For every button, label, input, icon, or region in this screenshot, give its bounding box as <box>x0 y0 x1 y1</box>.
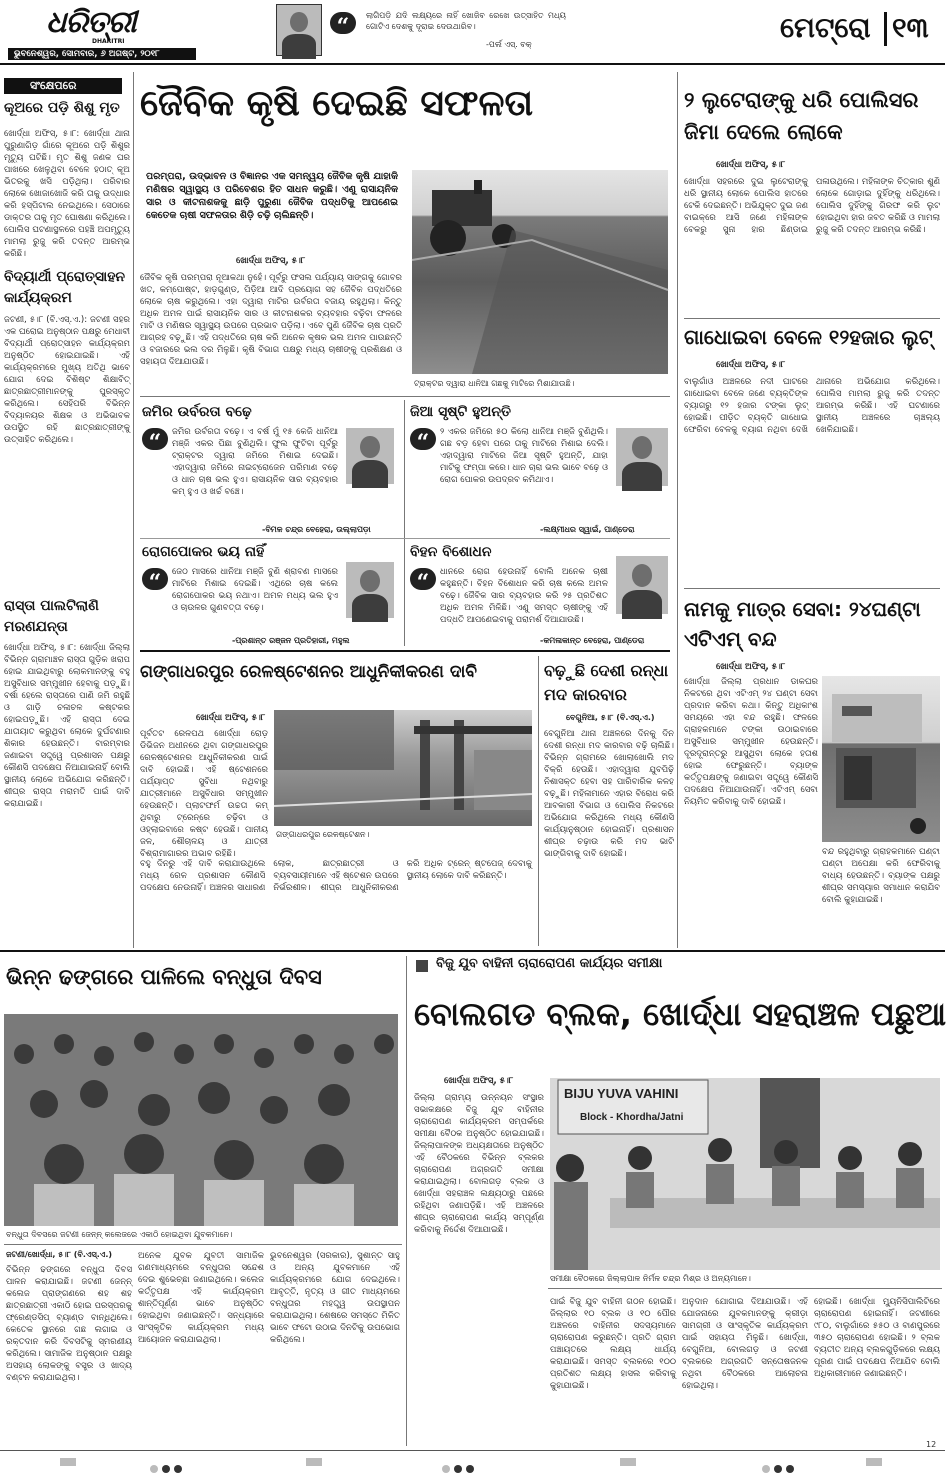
byv-kicker-square <box>416 960 428 972</box>
right-2-body: ବାଲୁଗାଁଓ ଅଞ୍ଚଳରେ ନଦୀ ଘାଟରେ ଗାଧୋଇବା ବେଳେ ଜଣେ ବ୍ୟକ୍ତିଙ୍କ ବ୍ୟାଗରୁ ୧୨ ହଜାର ଟଙ୍କା ଲୁଟ୍ ହୋଇଛି। ପୀଡ଼ିତ ବ୍ୟକ୍ତି ଗାଧୋଇ ଫେରିବା ବେଳକୁ ବ୍ୟାଗ ନଥିବା ଦେଖି ଥାନାରେ ଅଭିଯୋଗ କରିଥିଲେ। ପୋଲିସ ମାମଲା ରୁଜୁ କରି ତଦନ୍ତ ଆରମ୍ଭ କରିଛି। ଏହି ଘଟଣାରେ ସ୍ଥାନୀୟ ଅଞ୍ଚଳରେ ଚାଞ୍ଚଲ୍ୟ ଖେଳିଯାଇଛି। <box>684 377 940 435</box>
dateline: ଭୁବନେଶ୍ୱର, ସୋମବାର, ୬ ଅଗଷ୍ଟ, ୨୦୧୮ <box>14 49 160 59</box>
left-col-divider <box>133 72 134 948</box>
right-2-headline: ଗାଧୋଇବା ବେଳେ ୧୨ହଜାର ଲୁଟ୍ <box>684 325 933 349</box>
friendship-photo <box>4 1014 398 1226</box>
friendship-body: ବିଭିନ୍ନ ଢଙ୍ଗରେ ବନ୍ଧୁତା ଦିବସ ପାଳନ କରାଯାଇଛି। ଜଟଣୀ ଜେନ୍ନ୍ କଲେଜ ପ୍ରାଙ୍ଗଣରେ ଶହ ଶହ ଛାତ୍ରଛାତ୍ରୀ ଏକାଠି ହୋଇ ପରସ୍ପରକୁ ଫ୍ରେଣ୍ଡସିପ୍ ବ୍ୟାଣ୍ଡ ବାନ୍ଧିଥିଲେ। କେତେକ ସ୍ଥାନରେ ଗଛ ଲଗାଇ ଓ ରକ୍ତଦାନ କରି ଦିବସଟିକୁ ସ୍ମରଣୀୟ କରିଥିଲେ। ସାମାଜିକ ଅନୁଷ୍ଠାନ ପକ୍ଷରୁ ଅସହାୟ ଲୋକଙ୍କୁ ବସ୍ତ୍ର ଓ ଖାଦ୍ୟ ବଣ୍ଟନ କରାଯାଇଥିଲା। <box>6 1265 132 1383</box>
rail-liquor-divider <box>538 656 539 946</box>
byv-body-3: ଅନୁଦାନ ଯୋଗାଇ ଦିଆଯାଉଛି। ଏହି ଯୋଜନାରେ ଯୁବକମାନଙ୍କୁ କ୍ରୀଡ଼ା ସାମଗ୍ରୀ ଓ ସାଂସ୍କୃତିକ କାର୍ଯ୍ୟକ୍ରମ ପାଇଁ ସହାୟତା ମିଳୁଛି। ଖୋର୍ଦ୍ଧା, ବେଗୁନିଆ, ବୋଲଗଡ଼ ଓ ଜଟଣୀ ବ୍ଲକରେ ଅଗ୍ରଗତି ସନ୍ତୋଷଜନକ ନଥିବା ବୈଠକରେ ଆଲୋଚନା ହୋଇଥିଲା। <box>682 1297 808 1391</box>
sub3-photo <box>346 562 394 618</box>
sub3-quote-icon: “ <box>142 568 168 590</box>
sub4-body: ଧାନରେ ରୋଗ ହେଉନାହିଁ ବୋଲି ଅନେକ ଚାଷୀ କହୁଛନ୍ତି। ବିହନ ବିଶୋଧନ କରି ଚାଷ କଲେ ଅମଳ ବଢ଼େ। ଜୈବିକ ସାର ବ୍ୟବହାର କରି ୨୫ ପ୍ରତିଶତ ଅଧିକ ଅମଳ ମିଳିଛି। ଏଣୁ ସମସ୍ତ ଚାଷୀଙ୍କୁ ଏହି ପଦ୍ଧତି ଆପଣେଇବାକୁ ପରାମର୍ଶ ଦିଆଯାଉଛି। <box>440 567 608 625</box>
footer-registration-marks <box>0 1456 945 1470</box>
atm-building-illustration <box>822 676 940 842</box>
section-name: ମେଟ୍ରୋ <box>780 11 871 44</box>
rail-byline: ଖୋର୍ଦ୍ଧା ଅଫିସ୍, ୫।୮ <box>196 713 266 723</box>
rail-caption: ଗଙ୍ଗାଧରପୁର ରେଳଷ୍ଟେଶନ। <box>276 830 370 839</box>
sub1-photo <box>346 428 394 484</box>
rail-station-illustration <box>274 710 532 826</box>
lead-body: ଜୈବିକ କୃଷି ପରମ୍ପରା ନୂଆକଥା ନୁହେଁ। ପୂର୍ବରୁ ଫସଲ ପର୍ଯ୍ୟାୟ ସାଙ୍ଗକୁ ଗୋବର ଖତ, କମ୍ପୋଷ୍ଟ, ହାଡ଼ଗୁଣ୍ଡ, ପିଡ଼ିଆ ଆଦି ପ୍ରୟୋଗ ସହ ଜୈବିକ ପଦ୍ଧତିରେ ଲୋକେ ଚାଷ କରୁଥିଲେ। ଏହା ଦ୍ୱାରା ମାଟିର ଉର୍ବରତା ବଜାୟ ରହୁଥିଲା। କିନ୍ତୁ ଅଧିକ ଅମଳ ପାଇଁ ରାସାୟନିକ ସାର ଓ କୀଟନାଶକର ବ୍ୟବହାର ବଢ଼ିବା ଫଳରେ ମାଟି ଓ ମଣିଷର ସ୍ୱାସ୍ଥ୍ୟ ଉପରେ ପ୍ରଭାବ ପଡ଼ିଲା। ଏବେ ପୁଣି ଜୈବିକ ଚାଷ ପ୍ରତି ଆଗ୍ରହ ବଢ଼ୁଛି। ଏହି ପଦ୍ଧତିରେ ଚାଷ କରି ଅନେକ କୃଷକ ଭଲ ଅମଳ ପାଉଛନ୍ତି ଓ ବଜାରରେ ଭଲ ଦର ମିଳୁଛି। କୃଷି ବିଭାଗ ପକ୍ଷରୁ ମଧ୍ୟ ଚାଷୀଙ୍କୁ ପ୍ରଶିକ୍ଷଣ ଓ ସହାୟତା ଦିଆଯାଉଛି। <box>140 273 402 367</box>
quote-mark-icon: “ <box>330 12 356 34</box>
brief-2-body: ଜଟଣୀ, ୫।୮ (ବି.ଏସ୍.ଏ.): ଜଟଣୀ ସହର ଏକ ଘରୋଇ ଅନୁଷ୍ଠାନ ପକ୍ଷରୁ ମେଧାବୀ ବିଦ୍ୟାର୍ଥୀ ପ୍ରୋତ୍ସାହନ କାର୍ଯ୍ୟକ୍ରମ ଅନୁଷ୍ଠିତ ହୋଇଯାଇଛି। ଏହି କାର୍ଯ୍ୟକ୍ରମରେ ମୁଖ୍ୟ ଅତିଥି ଭାବେ ଯୋଗ ଦେଇ ବିଶିଷ୍ଟ ଶିକ୍ଷାବିତ୍ ଛାତ୍ରଛାତ୍ରୀମାନଙ୍କୁ ପୁରସ୍କୃତ କରିଥିଲେ। ସେହିପରି ବିଭିନ୍ନ ବିଦ୍ୟାଳୟର ଶିକ୍ଷକ ଓ ଅଭିଭାବକ ଉପସ୍ଥିତ ରହି ଛାତ୍ରଛାତ୍ରୀଙ୍କୁ ଉତ୍ସାହିତ କରିଥିଲେ। <box>4 315 130 445</box>
rail-body-2: ବହୁ ଦିନରୁ ଏହି ଦାବି କରାଯାଉଥିଲେ ମଧ୍ୟ ରେଳ ପ୍ରଶାସନ କୌଣସି ପଦକ୍ଷେପ ନେଉନାହିଁ। ଅଞ୍ଚଳର ସାଧାରଣ ଲୋକ, ଛାତ୍ରଛାତ୍ରୀ ଓ ବ୍ୟବସାୟୀମାନେ ଏହି ଷ୍ଟେଶନ ଉପରେ ନିର୍ଭରଶୀଳ। ଶୀଘ୍ର ଆଧୁନିକୀକରଣ କରି ଅଧିକ ଟ୍ରେନ୍ ଷ୍ଟପେଜ୍ ଦେବାକୁ ସ୍ଥାନୀୟ ଲୋକେ ଦାବି କରିଛନ୍ତି। <box>140 859 532 893</box>
brief-3-headline: ରାସ୍ତା ପାଲଟିଲାଣି ମରଣଯନ୍ତା <box>4 598 99 635</box>
byv-caption-rule <box>548 1288 942 1289</box>
sub1-quote-icon: “ <box>142 428 168 450</box>
sub1-body: ଜମିର ଉର୍ବରତା ବଢ଼େ। ଏ ବର୍ଷ ମୁଁ ୧୫ କେଜି ଧାନିଆ ମଞ୍ଜି ଏକର ପିଛା ବୁଣିଥିଲି। ଫୁଲ ଫୁଟିବା ପୂର୍ବରୁ ଟ୍ରାକ୍ଟର ଦ୍ୱାରା ଜମିରେ ମିଶାଇ ଦେଇଛି। ଏହାଦ୍ୱାରା ଜମିରେ ନାଇଟ୍ରୋଜେନ ପରିମାଣ ବଢ଼େ ଓ ଧାନ ଚାଷ ଭଲ ହୁଏ। ରାସାୟନିକ ସାର ବ୍ୟବହାର କମ୍ ହୁଏ ଓ ଖର୍ଚ୍ଚ ବଞ୍ଚେ। <box>172 427 338 497</box>
friendship-caption: ବନ୍ଧୁତା ଦିବସରେ ଜଟଣୀ ଜେନ୍ନ୍ କଲେଜରେ ଏକାଠି ହୋଇଥିବା ଯୁବକମାନେ। <box>6 1230 233 1239</box>
sub3-signature: -ପ୍ରଶାନ୍ତ ରଞ୍ଜନ ପ୍ରତିହାରୀ, ମହୁଲ <box>232 636 350 645</box>
footer-square-1 <box>60 1458 76 1466</box>
quote-author: -ପର୍ଲ ଏସ୍. ବକ୍ <box>486 40 532 49</box>
liquor-byline: ବେଗୁନିଆ, ୫।୮ (ବି.ଏସ୍.ଏ.) <box>566 713 655 722</box>
byv-byline: ଖୋର୍ଦ୍ଧା ଅଫିସ୍, ୫।୮ <box>444 1076 514 1086</box>
atm-photo <box>822 676 940 842</box>
byv-kicker: ବିଜୁ ଯୁବ ବାହିନୀ ଚାରାରୋପଣ କାର୍ଯ୍ୟର ସମୀକ୍ଷା <box>436 956 663 971</box>
sub4-title: ବିହନ ବିଶୋଧନ <box>410 544 492 560</box>
right-1-headline: ୨ ଲୁଟେରାଙ୍କୁ ଧରି ପୋଲିସର ଜିମା ଦେଲେ ଲୋକେ <box>684 88 919 144</box>
lead-sub-rule <box>140 396 670 397</box>
footer-rule <box>0 1450 945 1451</box>
meeting-illustration <box>550 1078 940 1270</box>
section-divider <box>884 12 887 46</box>
sub1-title: ଜମିର ଉର୍ବରତା ବଢ଼େ <box>142 404 252 420</box>
sub3-body: ଜେଠ ମାସରେ ଧାନିଆ ମଞ୍ଜି ବୁଣି ଶ୍ରାବଣ ମାସରେ ମାଟିରେ ମିଶାଇ ଦେଇଛି। ଏଥିରେ ଚାଷ କଲେ ରୋଗପୋକର ଭୟ ନଥାଏ। ଅମଳ ମଧ୍ୟ ଭଲ ହୁଏ ଓ ଚାଉଳର ଗୁଣବତ୍ତା ବଢ଼େ। <box>172 567 338 613</box>
lead-bottom-rule <box>140 650 670 652</box>
brief-1-headline: କୂଅରେ ପଡ଼ି ଶିଶୁ ମୃତ <box>4 100 120 116</box>
sub4-signature: -କମଳାକାନ୍ତ ବେହେରା, ପାଣ୍ଡେରା <box>540 636 645 645</box>
brief-3-body: ଖୋର୍ଦ୍ଧା ଅଫିସ୍, ୫।୮: ଖୋର୍ଦ୍ଧା ଜିଲ୍ଲା ବିଭିନ୍ନ ଗ୍ରାମାଞ୍ଚଳ ରାସ୍ତା ଗୁଡ଼ିକ ଖରାପ ହୋଇ ଯାଇଥିବାରୁ ଲୋକମାନଙ୍କୁ ବହୁ ଅସୁବିଧାର ସମ୍ମୁଖୀନ ହେବାକୁ ପଡ଼ୁଛି। ବର୍ଷା ହେଲେ ରାସ୍ତାରେ ପାଣି ଜମି ରହୁଛି ଓ ଗାଡ଼ି ଚଳାଚଳ କଷ୍ଟକର ହୋଇପଡ଼ୁଛି। ଏହି ରାସ୍ତା ଦେଇ ଯାତାୟାତ କରୁଥିବା ଲୋକେ ଦୁର୍ଘଟଣାର ଶିକାର ହେଉଛନ୍ତି। ବାରମ୍ବାର ଜଣାଇବା ସତ୍ତ୍ୱେ ପ୍ରଶାସନ ପକ୍ଷରୁ କୌଣସି ପଦକ୍ଷେପ ନିଆଯାଇନାହିଁ ବୋଲି ସ୍ଥାନୀୟ ଲୋକେ ଅଭିଯୋଗ କରିଛନ୍ତି। ଶୀଘ୍ର ରାସ୍ତା ମରାମତି ପାଇଁ ଦାବି କରାଯାଇଛି। <box>4 643 130 809</box>
footer-square-4 <box>866 1458 882 1466</box>
right-3-body: ଖୋର୍ଦ୍ଧା ଜିଲ୍ଲା ପ୍ରଧାନ ଡାକଘର ନିକଟରେ ଥିବା ଏଟିଏମ୍ ୨୪ ଘଣ୍ଟା ସେବା ପ୍ରଦାନ କରିବା କଥା। କିନ୍ତୁ ଅଧିକାଂଶ ସମୟରେ ଏହା ବନ୍ଦ ରହୁଛି। ଫଳରେ ଗ୍ରାହକମାନେ ଟଙ୍କା ଉଠାଇବାରେ ଅସୁବିଧାର ସମ୍ମୁଖୀନ ହେଉଛନ୍ତି। ଦୂରଦୂରାନ୍ତରୁ ଆସୁଥିବା ଲୋକେ ହତାଶ ହୋଇ ଫେରୁଛନ୍ତି। ବ୍ୟାଙ୍କ କର୍ତ୍ତୃପକ୍ଷଙ୍କୁ ଜଣାଇବା ସତ୍ତ୍ୱେ କୌଣସି ପଦକ୍ଷେପ ନିଆଯାଉନାହିଁ। ଏଟିଏମ୍ ସେବା ନିୟମିତ କରିବାକୁ ଦାବି ହୋଇଛି। <box>684 677 818 807</box>
byv-body-4: ହୋଇଛି। ଖୋର୍ଦ୍ଧା ମ୍ୟୁନିସିପାଲିଟିରେ ଚାରାରୋପଣ ହୋଇନାହିଁ। ଜଟଣୀରେ ୯୮୦, ବାଲୁଗାଁରେ ୫୫୦ ଓ ବାଣପୁରରେ ୩୫୦ ଚାରାରୋପଣ ହୋଇଛି। ୨ ବ୍ଲକ ବ୍ୟତୀତ ଅନ୍ୟ ବ୍ଲକଗୁଡ଼ିକରେ ଲକ୍ଷ୍ୟ ପୂରଣ ପାଇଁ ପଦକ୍ଷେପ ନିଆଯିବ ବୋଲି ଅଧିକାରୀମାନେ ଜଣାଇଛନ୍ତି। <box>814 1297 940 1379</box>
friendship-byline: ଜଟଣୀ/ଖୋର୍ଦ୍ଧା, ୫।୮ (ବି.ଏସ୍.ଏ.) <box>6 1250 113 1259</box>
byv-body-2: ପାଇଁ ବିଜୁ ଯୁବ ବାହିନୀ ଗଠନ ହୋଇଛି। ଜିଲ୍ଲାର ୧୦ ବ୍ଲକ ଓ ୧୦ ପୌର ଅଞ୍ଚଳରେ ବାହିନୀର ସଦସ୍ୟମାନେ ଚାରାରୋପଣ କରୁଛନ୍ତି। ପ୍ରତି ଗ୍ରାମ ପଞ୍ଚାୟତରେ ଲକ୍ଷ୍ୟ ଧାର୍ଯ୍ୟ କରାଯାଇଛି। ସମସ୍ତ ବ୍ଲକରେ ୧୦୦ ପ୍ରତିଶତ ଲକ୍ଷ୍ୟ ହାସଲ କରିବାକୁ କୁହାଯାଇଛି। <box>550 1297 676 1391</box>
lead-byline: ଖୋର୍ଦ୍ଧା ଅଫିସ୍, ୫।୮ <box>236 256 306 266</box>
lead-photo-tractor <box>412 170 668 374</box>
masthead-rule <box>0 63 945 65</box>
rail-body: ପୂର୍ବତଟ ରେଳପଥ ଖୋର୍ଦ୍ଧା ରୋଡ଼ ଡିଭିଜନ ଅଧୀନରେ ଥିବା ଗଙ୍ଗାଧରପୁର ରେଳଷ୍ଟେଶନର ଆଧୁନିକୀକରଣ ପାଇଁ ଦାବି ହୋଇଛି। ଏହି ଷ୍ଟେଶନରେ ପର୍ଯ୍ୟାପ୍ତ ସୁବିଧା ନଥିବାରୁ ଯାତ୍ରୀମାନେ ଅସୁବିଧାର ସମ୍ମୁଖୀନ ହେଉଛନ୍ତି। ପ୍ଲାଟଫର୍ମ ଉଚ୍ଚତା କମ୍ ଥିବାରୁ ଟ୍ରେନ୍‌ରେ ଚଢ଼ିବା ଓ ଓହ୍ଲାଇବାରେ କଷ୍ଟ ହେଉଛି। ପାନୀୟ ଜଳ, ଶୌଚାଳୟ ଓ ଯାତ୍ରୀ ବିଶ୍ରାମାଗାରର ଅଭାବ ରହିଛି। <box>140 729 268 859</box>
lead-deck: ପରମ୍ପରା, ଉଦ୍ଭାବନ ଓ ବିଜ୍ଞାନର ଏକ ସମନ୍ୱୟ ଜୈବିକ କୃଷି ଯାହାକି ମଣିଷର ସ୍ୱାସ୍ଥ୍ୟ ଓ ପରିବେଶର ହିତ ସାଧନ କରୁଛି। ଏଣୁ ରାସାୟନିକ ସାର ଓ କୀଟନାଶକକୁ ଛାଡ଼ି ପୁରୁଣା ଜୈବିକ ପଦ୍ଧତିକୁ ଆପଣେଇ କେତେକ ଚାଷୀ ସଫଳତାର ଶିଡ଼ି ଚଢ଼ି ଚାଲିଛନ୍ତି। <box>146 171 398 221</box>
brief-2-headline: ବିଦ୍ୟାର୍ଥୀ ପ୍ରୋତ୍ସାହନ କାର୍ଯ୍ୟକ୍ରମ <box>4 269 126 306</box>
footer-dots-3 <box>760 1458 796 1477</box>
page-number: ୧୩ <box>892 11 929 44</box>
byv-headline: ବୋଲଗଡ ବ୍ଲକ, ଖୋର୍ଦ୍ଧା ସହରାଞ୍ଚଳ ପଛୁଆ <box>414 995 946 1033</box>
right-3-byline: ଖୋର୍ଦ୍ଧା ଅଫିସ୍, ୫।୮ <box>716 662 786 672</box>
footer-square-3 <box>620 1458 636 1466</box>
briefs-header: ସଂକ୍ଷେପରେ <box>30 79 77 92</box>
lead-headline: ଜୈବିକ କୃଷି ଦେଇଛି ସଫଳତା <box>140 83 534 124</box>
byv-banner-sub: Block - Khordha/Jatni <box>580 1112 684 1123</box>
brand-logo: ଧରିତ୍ରୀ <box>46 5 136 40</box>
footer-dots-2 <box>440 1458 476 1477</box>
sub-mid-rule <box>140 538 670 539</box>
rail-headline: ଗଙ୍ଗାଧରପୁର ରେଳଷ୍ଟେଶନର ଆଧୁନିକୀକରଣ ଦାବି <box>140 662 477 682</box>
right-3-headline: ନାମକୁ ମାତ୍ର ସେବା: ୨୪ଘଣ୍ଟା ଏଟିଏମ୍ ବନ୍ଦ <box>684 597 921 651</box>
liquor-headline: ବଢ଼ୁଛି ଦେଶୀ ରନ୍ଧା ମଦ କାରବାର <box>544 661 669 704</box>
sub-divider <box>404 400 405 646</box>
masthead <box>0 0 945 62</box>
footer-dots-1 <box>148 1458 184 1477</box>
friendship-headline: ଭିନ୍ନ ଢଙ୍ଗରେ ପାଳିଲେ ବନ୍ଧୁତା ଦିବସ <box>6 965 322 989</box>
friendship-body-3: ଭୁବନେଶ୍ୱର (ସରକାର), ସୁଶାନ୍ତ ସାହୁ ଓ ଅନ୍ୟ ଯୁବକମାନେ ଏହି କାର୍ଯ୍ୟକ୍ରମରେ ଯୋଗ ଦେଇଥିଲେ। ଆବୃତ୍ତି, ନୃତ୍ୟ ଓ ଗୀତ ମାଧ୍ୟମରେ ବନ୍ଧୁତାର ମହତ୍ତ୍ୱ ଉପସ୍ଥାପନ କରାଯାଇଥିଲା। ଶେଷରେ ସମସ୍ତେ ମିଳିତ ଭାବେ ଫଟୋ ଉଠାଇ ଦିନଟିକୁ ଉପଭୋଗ କରିଥିଲେ। <box>270 1251 400 1345</box>
right-2-byline: ଖୋର୍ଦ୍ଧା ଅଫିସ୍, ୫।୮ <box>716 360 786 370</box>
brief-1-body: ଖୋର୍ଦ୍ଧା ଅଫିସ୍, ୫।୮: ଖୋର୍ଦ୍ଧା ଥାନା ପୁରୁଣାଗିଡ଼ ଗାଁରେ କୂଅରେ ପଡ଼ି ଶିଶୁର ମୃତ୍ୟୁ ଘଟିଛି। ମୃତ ଶିଶୁ ଜଣକ ଘର ପାଖରେ ଖେଳୁଥିବା ବେଳେ ହଠାତ୍ କୂଅ ଭିତରକୁ ଖସି ପଡ଼ିଥିଲା। ପରିବାର ଲୋକେ ଖୋଜାଖୋଜି କରି ତାକୁ ଉଦ୍ଧାର କରି ହସ୍ପିଟାଲ ନେଇଥିଲେ। ସେଠାରେ ଡାକ୍ତର ତାକୁ ମୃତ ଘୋଷଣା କରିଥିଲେ। ପୋଲିସ ଘଟଣାସ୍ଥଳରେ ପହଞ୍ଚି ଅପମୃତ୍ୟୁ ମାମଲା ରୁଜୁ କରି ତଦନ୍ତ ଆରମ୍ଭ କରିଛି। <box>4 129 130 259</box>
quote-author-photo <box>276 4 322 56</box>
friendship-body-2: ଅନେକ ଯୁବକ ଯୁବତୀ ସାମାଜିକ ଗଣମାଧ୍ୟମରେ ବନ୍ଧୁତାର ସନ୍ଦେଶ ଦେଇ ଶୁଭେଚ୍ଛା ଜଣାଇଥିଲେ। କଲେଜ କର୍ତ୍ତୃପକ୍ଷ ଏହି କାର୍ଯ୍ୟକ୍ରମ ଶାନ୍ତିପୂର୍ଣ୍ଣ ଭାବେ ଅନୁଷ୍ଠିତ ହୋଇଥିବା ଜଣାଇଛନ୍ତି। ସନ୍ଧ୍ୟାରେ ସାଂସ୍କୃତିକ କାର୍ଯ୍ୟକ୍ରମ ମଧ୍ୟ ଆୟୋଜନ କରାଯାଇଥିଲା। <box>138 1251 264 1345</box>
sub1-signature: -ବିମଳ ଚନ୍ଦ୍ର ବେହେରା, ଉଲ୍ଲାପଡ଼ା <box>262 525 371 534</box>
right-col-divider <box>677 72 678 948</box>
byv-meeting-photo <box>550 1078 940 1270</box>
footer-page-marker: 12 <box>926 1440 937 1449</box>
sub2-photo <box>616 428 668 486</box>
lead-photo-caption: ଟ୍ରାକ୍ଟର ଦ୍ୱାରା ଧାନିଆ ଗଛକୁ ମାଟିରେ ମିଶାଯାଉଛି। <box>414 379 575 388</box>
right-1-byline: ଖୋର୍ଦ୍ଧା ଅଫିସ୍, ୫।୮ <box>716 160 786 170</box>
byv-caption: ସମୀକ୍ଷା ବୈଠକରେ ଜିଲ୍ଲାପାଳ ନିର୍ମଳ ଚନ୍ଦ୍ର ମିଶ୍ର ଓ ଅନ୍ୟମାନେ। <box>550 1274 751 1283</box>
right-1-body: ଖୋର୍ଦ୍ଧା ସହରରେ ଦୁଇ ଲୁଟେରାଙ୍କୁ ଧରି ସ୍ଥାନୀୟ ଲୋକେ ପୋଲିସ ହାତରେ ଟେକି ଦେଇଛନ୍ତି। ଅଭିଯୁକ୍ତ ଦୁଇ ଜଣ ବାଇକ୍‌ରେ ଆସି ଜଣେ ମହିଳାଙ୍କ ବେକରୁ ସୁନା ହାର ଛିଣ୍ଡାଇ ପଳାଉଥିଲେ। ମହିଳାଙ୍କ ଚିତ୍କାର ଶୁଣି ଲୋକେ ଗୋଡ଼ାଇ ଦୁହିଁଙ୍କୁ ଧରିଥିଲେ। ପୋଲିସ ଦୁହିଁଙ୍କୁ ଗିରଫ କରି ଲୁଟ ହୋଇଥିବା ହାର ଜବତ କରିଛି ଓ ମାମଲା ରୁଜୁ କରି ତଦନ୍ତ ଆରମ୍ଭ କରିଛି। <box>684 177 940 235</box>
sub3-title: ରୋଗପୋକର ଭୟ ନାହିଁ <box>142 544 265 560</box>
quote-text: ଲାଗିପଡ଼ି ଯଦି ଲକ୍ଷ୍ୟରେ ନାହିଁ ଖୋଜିବ ରେଖେ ଉତ୍ସାହିତ ମଧ୍ୟ ଗୋଟିଏ ଦେଶକୁ ଦୂରାଇ ଦେଉଥାରିବ। <box>366 11 566 31</box>
byv-body: ଜିଲ୍ଲା ଗ୍ରାମ୍ୟ ଉନ୍ନୟନ ସଂସ୍ଥାର ସଭାକକ୍ଷରେ ବିଜୁ ଯୁବ ବାହିନୀର ଚାରାରୋପଣ କାର୍ଯ୍ୟକ୍ରମ ସମ୍ପର୍କରେ ସମୀକ୍ଷା ବୈଠକ ଅନୁଷ୍ଠିତ ହୋଇଯାଇଛି। ଜିଲ୍ଲାପାଳଙ୍କ ଅଧ୍ୟକ୍ଷତାରେ ଅନୁଷ୍ଠିତ ଏହି ବୈଠକରେ ବିଭିନ୍ନ ବ୍ଲକର ଚାରାରୋପଣ ଅଗ୍ରଗତି ସମୀକ୍ଷା କରାଯାଇଥିଲା। ବୋଲଗଡ଼ ବ୍ଲକ ଓ ଖୋର୍ଦ୍ଧା ସହରାଞ୍ଚଳ ଲକ୍ଷ୍ୟଠାରୁ ପଛରେ ରହିଥିବା ଜଣାପଡ଼ିଛି। ଏହି ଅଞ୍ଚଳରେ ଶୀଘ୍ର ଚାରାରୋପଣ କାର୍ଯ୍ୟ ସମ୍ପୂର୍ଣ୍ଣ କରିବାକୁ ନିର୍ଦ୍ଦେଶ ଦିଆଯାଇଛି। <box>414 1093 544 1235</box>
sub2-signature: -ଲକ୍ଷ୍ମୀଧର ସ୍ୱାଇଁ, ପାଣ୍ଡେରା <box>540 525 635 534</box>
friendship-caption-rule <box>4 1244 402 1245</box>
tractor-illustration <box>412 170 668 374</box>
brand-sub: DHARITRI <box>92 38 125 45</box>
right-rule-2 <box>684 588 940 589</box>
liquor-body: ବେଗୁନିଆ ଥାନା ଅଞ୍ଚଳରେ ଦିନକୁ ଦିନ ଦେଶୀ ରନ୍ଧା ମଦ କାରବାର ବଢ଼ି ଚାଲିଛି। ବିଭିନ୍ନ ଗ୍ରାମରେ ଖୋଲାଖୋଲି ମଦ ବିକ୍ରି ହେଉଛି। ଏହାଦ୍ୱାରା ଯୁବପିଢ଼ି ନିଶାସକ୍ତ ହେବା ସହ ପାରିବାରିକ କଳହ ବଢ଼ୁଛି। ମହିଳାମାନେ ଏହାର ବିରୋଧ କରି ଆବକାରୀ ବିଭାଗ ଓ ପୋଲିସ ନିକଟରେ ଅଭିଯୋଗ କରିଥିଲେ ମଧ୍ୟ କୌଣସି କାର୍ଯ୍ୟାନୁଷ୍ଠାନ ହୋଇନାହିଁ। ପ୍ରଶାସନ ଶୀଘ୍ର ଚଢ଼ାଉ କରି ମଦ ଭାଟି ଭାଙ୍ଗିବାକୁ ଦାବି ହୋଇଛି। <box>544 729 674 859</box>
right-rule-1 <box>684 318 940 319</box>
byv-banner-title: BIJU YUVA VAHINI <box>564 1086 679 1101</box>
mid-page-rule <box>0 950 945 952</box>
sub2-title: ଜିଆ ସୃଷ୍ଟି ହୁଅନ୍ତି <box>410 404 511 420</box>
rail-photo <box>274 710 532 826</box>
right-3-body-cont: ବନ୍ଦ ରହୁଥିବାରୁ ଗ୍ରାହକମାନେ ଘଣ୍ଟା ଘଣ୍ଟା ଅପେକ୍ଷା କରି ଫେରିବାକୁ ବାଧ୍ୟ ହେଉଛନ୍ତି। ବ୍ୟାଙ୍କ ପକ୍ଷରୁ ଶୀଘ୍ର ସମସ୍ୟାର ସମାଧାନ କରାଯିବ ବୋଲି କୁହାଯାଇଛି। <box>822 847 940 905</box>
footer-square-2 <box>306 1458 322 1466</box>
sub2-quote-icon: “ <box>410 428 436 450</box>
crowd-illustration <box>4 1014 398 1226</box>
sub4-quote-icon: “ <box>410 568 436 590</box>
sub4-photo <box>616 556 668 614</box>
friendship-byv-divider <box>406 956 407 1446</box>
sub2-body: ୨ ଏକର ଜମିରେ ୫୦ କିଲୋ ଧାନିଆ ମଞ୍ଜି ବୁଣିଥିଲି। ଗଛ ବଡ଼ ହେବା ପରେ ତାକୁ ମାଟିରେ ମିଶାଇ ଦେଲି। ଏହାଦ୍ୱାରା ମାଟିରେ ଜିଆ ସୃଷ୍ଟି ହୁଅନ୍ତି, ଯାହା ମାଟିକୁ ଫମ୍ପା କରେ। ଧାନ ଚାରା ଭଲ ଭାବେ ବଢ଼େ ଓ ରୋଗ ପୋକର ଉପଦ୍ରବ କମିଥାଏ। <box>440 427 608 485</box>
